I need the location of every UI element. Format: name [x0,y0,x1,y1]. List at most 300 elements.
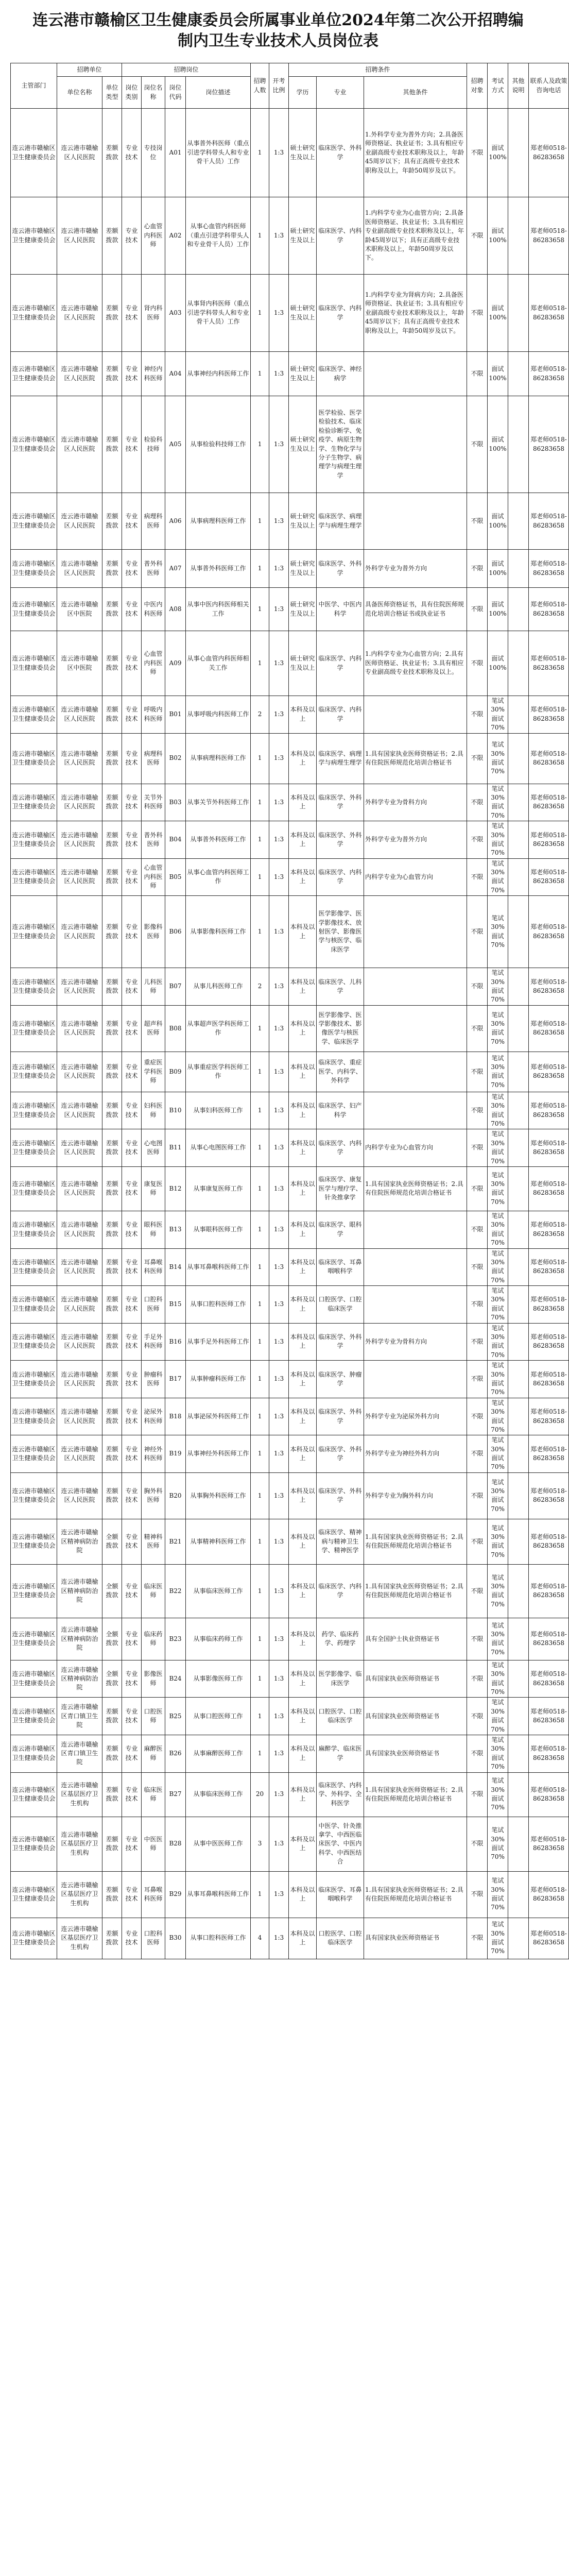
cell-other: 1.具有国家执业医师资格证书；2.具有住院医师规范化培训合格证书 [364,1772,467,1817]
cell-unit-type: 差额拨款 [102,275,122,352]
cell-exam: 面试100% [488,550,508,588]
cell-contact: 郑老师0518-86283658 [529,1361,569,1398]
cell-edu: 硕士研究生及以上 [289,588,317,631]
cell-post-desc: 从事神经内科医师工作 [186,352,251,396]
cell-major: 中医学、针灸推拿学、中西医临床医学、中医内科学、中西医结合 [317,1817,364,1871]
cell-count: 1 [251,352,269,396]
cell-post-code: B29 [165,1871,186,1918]
table-row [11,197,569,275]
cell-object: 不限 [467,109,488,197]
cell-post-desc: 从事手足外科医师工作 [186,1323,251,1361]
cell-count: 1 [251,588,269,631]
cell-count: 1 [251,1286,269,1324]
cell-edu: 本科及以上 [289,1005,317,1052]
cell-unit-name: 连云港市赣榆区人民医院 [57,968,102,1006]
cell-post-code: B03 [165,784,186,821]
cell-dept: 连云港市赣榆区卫生健康委员会 [11,1361,57,1398]
cell-dept: 连云港市赣榆区卫生健康委员会 [11,1735,57,1773]
cell-object: 不限 [467,733,488,784]
table-row [11,1660,569,1698]
cell-post-desc: 从事口腔医师工作 [186,1698,251,1735]
cell-object: 不限 [467,631,488,696]
page-title: 连云港市赣榆区卫生健康委员会所属事业单位2024年第二次公开招聘编制内卫生专业技术人员岗位表 [32,11,524,50]
cell-exam: 笔试30%面试70% [488,858,508,896]
cell-ratio: 1:3 [269,588,289,631]
cell-dept: 连云港市赣榆区卫生健康委员会 [11,1323,57,1361]
cell-post-type: 专业技术 [122,1519,142,1564]
cell-dept: 连云港市赣榆区卫生健康委员会 [11,858,57,896]
cell-dept: 连云港市赣榆区卫生健康委员会 [11,1472,57,1519]
cell-note [508,1564,529,1618]
cell-post-code: A01 [165,109,186,197]
cell-count: 1 [251,1618,269,1660]
cell-count: 4 [251,1918,269,1959]
cell-dept: 连云港市赣榆区卫生健康委员会 [11,696,57,734]
cell-other: 1.内科学专业为心血管方向；2.具有医师资格证、执业证书；3.具有相应专业副高级专业技术职称及以上。 [364,631,467,696]
cell-dept: 连云港市赣榆区卫生健康委员会 [11,1211,57,1248]
cell-post-type: 专业技术 [122,1735,142,1773]
cell-post-name: 临床药师 [142,1618,165,1660]
cell-contact: 郑老师0518-86283658 [529,1166,569,1211]
cell-count: 1 [251,197,269,275]
cell-count: 1 [251,1129,269,1167]
cell-note [508,1129,529,1167]
cell-post-code: B15 [165,1286,186,1324]
cell-unit-type: 差额拨款 [102,109,122,197]
cell-other: 内科学专业为心血管方向 [364,1129,467,1167]
cell-note [508,1005,529,1052]
cell-count: 1 [251,1092,269,1129]
th-group-post: 招聘岗位 [122,63,251,77]
cell-major: 临床医学、外科学 [317,1472,364,1519]
cell-post-code: A02 [165,197,186,275]
cell-contact: 郑老师0518-86283658 [529,733,569,784]
cell-edu: 本科及以上 [289,821,317,859]
cell-post-type: 专业技术 [122,1698,142,1735]
cell-post-code: A08 [165,588,186,631]
cell-dept: 连云港市赣榆区卫生健康委员会 [11,1286,57,1324]
cell-unit-name: 连云港市赣榆区人民医院 [57,1323,102,1361]
cell-major: 口腔医学、口腔临床医学 [317,1918,364,1959]
cell-post-name: 口腔科医师 [142,1918,165,1959]
cell-post-type: 专业技术 [122,896,142,968]
cell-exam: 笔试30%面试70% [488,896,508,968]
table-row [11,733,569,784]
cell-major: 临床医学、内科学 [317,1129,364,1167]
cell-ratio: 1:3 [269,631,289,696]
cell-post-code: B30 [165,1918,186,1959]
cell-edu: 硕士研究生及以上 [289,550,317,588]
cell-count: 1 [251,1519,269,1564]
cell-contact: 郑老师0518-86283658 [529,1005,569,1052]
cell-contact: 郑老师0518-86283658 [529,275,569,352]
cell-contact: 郑老师0518-86283658 [529,1871,569,1918]
table-row [11,696,569,734]
cell-object: 不限 [467,275,488,352]
cell-other: 1.内科学专业为心血管方向；2.具备医师资格证、执业证书；3.具有相应专业副高级专业技术职称及以上，年龄45周岁以下；具有正高级专业技术职称及以上，年龄50周岁及以下。 [364,197,467,275]
cell-contact: 郑老师0518-86283658 [529,1660,569,1698]
cell-unit-type: 差额拨款 [102,784,122,821]
table-row [11,352,569,396]
cell-other [364,1817,467,1871]
cell-contact: 郑老师0518-86283658 [529,197,569,275]
cell-edu: 本科及以上 [289,1052,317,1092]
cell-dept: 连云港市赣榆区卫生健康委员会 [11,1129,57,1167]
cell-note [508,1772,529,1817]
table-row [11,1052,569,1092]
cell-edu: 本科及以上 [289,1772,317,1817]
table-header [11,63,569,109]
cell-other: 外科学专业为骨科方向 [364,784,467,821]
cell-other: 外科学专业为泌尿外科方向 [364,1398,467,1435]
table-row [11,109,569,197]
cell-edu: 本科及以上 [289,1129,317,1167]
cell-ratio: 1:3 [269,275,289,352]
th-other: 其他条件 [364,77,467,109]
cell-exam: 笔试30%面试70% [488,1871,508,1918]
cell-object: 不限 [467,1361,488,1398]
cell-object: 不限 [467,1772,488,1817]
cell-post-name: 眼科医师 [142,1211,165,1248]
cell-post-type: 专业技术 [122,1323,142,1361]
cell-post-type: 专业技术 [122,1660,142,1698]
cell-other [364,1361,467,1398]
cell-other [364,352,467,396]
cell-object: 不限 [467,1286,488,1324]
cell-ratio: 1:3 [269,1435,289,1473]
table-row [11,1092,569,1129]
cell-exam: 笔试30%面试70% [488,1472,508,1519]
cell-note [508,493,529,550]
cell-post-code: B11 [165,1129,186,1167]
cell-count: 1 [251,396,269,493]
th-post-name: 岗位名称 [142,77,165,109]
cell-note [508,1618,529,1660]
cell-post-code: B19 [165,1435,186,1473]
cell-major: 临床医学、康复医学与理疗学、针灸推拿学 [317,1166,364,1211]
cell-exam: 笔试30%面试70% [488,1618,508,1660]
cell-major: 医学影像学、临床医学 [317,1660,364,1698]
table-row [11,1472,569,1519]
cell-post-desc: 从事中医内科医师相关工作 [186,588,251,631]
cell-edu: 本科及以上 [289,784,317,821]
cell-unit-type: 差额拨款 [102,1129,122,1167]
cell-note [508,197,529,275]
cell-unit-name: 连云港市赣榆区基层医疗卫生机构 [57,1772,102,1817]
cell-note [508,1918,529,1959]
cell-contact: 郑老师0518-86283658 [529,1052,569,1092]
cell-dept: 连云港市赣榆区卫生健康委员会 [11,1918,57,1959]
cell-post-type: 专业技术 [122,1564,142,1618]
cell-other [364,1005,467,1052]
cell-other: 具有国家执业医师资格证书 [364,1660,467,1698]
cell-object: 不限 [467,1005,488,1052]
cell-other [364,968,467,1006]
table-row [11,1519,569,1564]
cell-post-type: 专业技术 [122,275,142,352]
cell-unit-name: 连云港市赣榆区中医院 [57,631,102,696]
cell-exam: 笔试30%面试70% [488,1248,508,1286]
table-row [11,1918,569,1959]
cell-post-name: 中医医师 [142,1817,165,1871]
cell-unit-type: 差额拨款 [102,821,122,859]
cell-dept: 连云港市赣榆区卫生健康委员会 [11,1519,57,1564]
cell-note [508,1698,529,1735]
cell-contact: 郑老师0518-86283658 [529,1618,569,1660]
cell-ratio: 1:3 [269,896,289,968]
cell-dept: 连云港市赣榆区卫生健康委员会 [11,352,57,396]
cell-other [364,396,467,493]
cell-ratio: 1:3 [269,1166,289,1211]
cell-contact: 郑老师0518-86283658 [529,858,569,896]
cell-other: 1.具有国家执业医师资格证书；2.具有住院医师规范化培训合格证书 [364,733,467,784]
cell-count: 2 [251,696,269,734]
cell-note [508,1660,529,1698]
cell-note [508,1519,529,1564]
cell-count: 20 [251,1772,269,1817]
cell-post-desc: 从事影像医师工作 [186,1660,251,1698]
cell-contact: 郑老师0518-86283658 [529,1286,569,1324]
th-post-type: 岗位类别 [122,77,142,109]
cell-note [508,396,529,493]
cell-unit-name: 连云港市赣榆区人民医院 [57,896,102,968]
cell-count: 1 [251,1166,269,1211]
cell-edu: 硕士研究生及以上 [289,275,317,352]
cell-object: 不限 [467,1398,488,1435]
cell-unit-type: 差额拨款 [102,696,122,734]
cell-contact: 郑老师0518-86283658 [529,1519,569,1564]
cell-post-code: B07 [165,968,186,1006]
table-row [11,396,569,493]
cell-ratio: 1:3 [269,968,289,1006]
cell-post-type: 专业技术 [122,968,142,1006]
cell-count: 1 [251,631,269,696]
cell-unit-type: 差额拨款 [102,1286,122,1324]
cell-post-code: B26 [165,1735,186,1773]
cell-major: 临床医学、外科学 [317,1323,364,1361]
cell-note [508,858,529,896]
cell-other: 具有国家执业医师资格证书 [364,1735,467,1773]
cell-post-name: 心血管内科医师 [142,858,165,896]
cell-unit-name: 连云港市赣榆区人民医院 [57,352,102,396]
cell-contact: 郑老师0518-86283658 [529,352,569,396]
cell-post-type: 专业技术 [122,1129,142,1167]
cell-ratio: 1:3 [269,821,289,859]
cell-unit-type: 差额拨款 [102,1735,122,1773]
cell-unit-type: 差额拨款 [102,588,122,631]
cell-post-desc: 从事妇科医师工作 [186,1092,251,1129]
cell-post-type: 专业技术 [122,1166,142,1211]
cell-unit-type: 差额拨款 [102,1092,122,1129]
cell-unit-type: 差额拨款 [102,631,122,696]
cell-count: 1 [251,1248,269,1286]
cell-unit-type: 差额拨款 [102,1472,122,1519]
cell-major: 临床医学、眼科学 [317,1211,364,1248]
cell-major: 医学影像学、医学影像技术、影像医学与核医学、临床医学 [317,1005,364,1052]
cell-count: 1 [251,733,269,784]
cell-exam: 笔试30%面试70% [488,821,508,859]
cell-edu: 硕士研究生及以上 [289,631,317,696]
cell-unit-type: 差额拨款 [102,1918,122,1959]
cell-ratio: 1:3 [269,1564,289,1618]
table-row [11,1166,569,1211]
cell-unit-name: 连云港市赣榆区精神病防治院 [57,1564,102,1618]
cell-note [508,1166,529,1211]
cell-object: 不限 [467,896,488,968]
cell-note [508,1435,529,1473]
cell-post-desc: 从事神经外科医师工作 [186,1435,251,1473]
cell-post-type: 专业技术 [122,1052,142,1092]
cell-contact: 郑老师0518-86283658 [529,588,569,631]
cell-count: 1 [251,1564,269,1618]
cell-object: 不限 [467,1166,488,1211]
cell-unit-type: 差额拨款 [102,896,122,968]
table-row [11,896,569,968]
cell-major: 口腔医学、口腔临床医学 [317,1698,364,1735]
cell-object: 不限 [467,1660,488,1698]
cell-dept: 连云港市赣榆区卫生健康委员会 [11,109,57,197]
cell-contact: 郑老师0518-86283658 [529,1918,569,1959]
cell-unit-name: 连云港市赣榆区人民医院 [57,1398,102,1435]
cell-object: 不限 [467,197,488,275]
cell-unit-name: 连云港市赣榆区精神病防治院 [57,1618,102,1660]
cell-post-code: B01 [165,696,186,734]
cell-edu: 本科及以上 [289,1211,317,1248]
cell-ratio: 1:3 [269,1660,289,1698]
cell-unit-name: 连云港市赣榆区青口镇卫生院 [57,1698,102,1735]
cell-unit-type: 差额拨款 [102,968,122,1006]
cell-contact: 郑老师0518-86283658 [529,1129,569,1167]
cell-post-type: 专业技术 [122,197,142,275]
cell-post-name: 耳鼻喉科医师 [142,1871,165,1918]
cell-edu: 本科及以上 [289,1817,317,1871]
cell-exam: 笔试30%面试70% [488,1323,508,1361]
cell-major: 麻醉学、临床医学 [317,1735,364,1773]
cell-other: 内科学专业为心血管方向 [364,858,467,896]
cell-exam: 面试100% [488,352,508,396]
cell-unit-type: 差额拨款 [102,1052,122,1092]
cell-object: 不限 [467,821,488,859]
cell-exam: 笔试30%面试70% [488,784,508,821]
th-ratio: 开考比例 [269,63,289,109]
cell-exam: 面试100% [488,109,508,197]
cell-post-code: B02 [165,733,186,784]
cell-post-name: 心血管内科医师 [142,197,165,275]
cell-exam: 笔试30%面试70% [488,1918,508,1959]
cell-post-desc: 从事精神科医师工作 [186,1519,251,1564]
cell-edu: 本科及以上 [289,1618,317,1660]
cell-object: 不限 [467,784,488,821]
cell-exam: 笔试30%面试70% [488,1519,508,1564]
cell-other [364,1211,467,1248]
cell-note [508,696,529,734]
cell-post-type: 专业技术 [122,858,142,896]
table-row [11,784,569,821]
cell-dept: 连云港市赣榆区卫生健康委员会 [11,1564,57,1618]
cell-object: 不限 [467,1435,488,1473]
cell-object: 不限 [467,1519,488,1564]
cell-post-name: 专技岗位 [142,109,165,197]
cell-unit-type: 差额拨款 [102,858,122,896]
cell-unit-name: 连云港市赣榆区人民医院 [57,1435,102,1473]
cell-dept: 连云港市赣榆区卫生健康委员会 [11,493,57,550]
cell-note [508,1735,529,1773]
cell-unit-name: 连云港市赣榆区青口镇卫生院 [57,1735,102,1773]
cell-unit-type: 差额拨款 [102,1435,122,1473]
cell-post-name: 心电图医师 [142,1129,165,1167]
cell-unit-type: 全额拨款 [102,1660,122,1698]
cell-dept: 连云港市赣榆区卫生健康委员会 [11,631,57,696]
cell-exam: 笔试30%面试70% [488,968,508,1006]
cell-note [508,896,529,968]
cell-major: 临床医学、神经病学 [317,352,364,396]
cell-edu: 本科及以上 [289,1519,317,1564]
cell-contact: 郑老师0518-86283658 [529,1435,569,1473]
cell-post-code: B10 [165,1092,186,1129]
cell-unit-name: 连云港市赣榆区人民医院 [57,1129,102,1167]
cell-post-desc: 从事康复医师工作 [186,1166,251,1211]
cell-note [508,550,529,588]
cell-other: 具备医师资格证书，具有住院医师规范化培训合格证书或执业证书 [364,588,467,631]
cell-unit-name: 连云港市赣榆区中医院 [57,588,102,631]
cell-edu: 硕士研究生及以上 [289,109,317,197]
cell-unit-type: 差额拨款 [102,197,122,275]
cell-note [508,1248,529,1286]
cell-exam: 笔试30%面试70% [488,1005,508,1052]
cell-post-name: 麻醉医师 [142,1735,165,1773]
cell-post-desc: 从事病理科医师工作 [186,493,251,550]
cell-post-desc: 从事口腔科医师工作 [186,1286,251,1324]
cell-post-desc: 从事肾内科医师（重点引进学科带头人和专业骨干人员）工作 [186,275,251,352]
cell-unit-name: 连云港市赣榆区精神病防治院 [57,1519,102,1564]
cell-unit-name: 连云港市赣榆区人民医院 [57,550,102,588]
cell-contact: 郑老师0518-86283658 [529,968,569,1006]
cell-post-code: B14 [165,1248,186,1286]
cell-major: 临床医学、内科学 [317,1564,364,1618]
cell-ratio: 1:3 [269,1618,289,1660]
cell-edu: 本科及以上 [289,858,317,896]
cell-major: 临床医学、重症医学、内科学、外科学 [317,1052,364,1092]
cell-unit-type: 差额拨款 [102,1871,122,1918]
cell-object: 不限 [467,1211,488,1248]
cell-post-desc: 从事口腔科医师工作 [186,1918,251,1959]
cell-post-type: 专业技术 [122,1871,142,1918]
table-row [11,1248,569,1286]
cell-other: 具有全国护士执业资格证书 [364,1618,467,1660]
cell-post-name: 儿科医师 [142,968,165,1006]
cell-unit-name: 连云港市赣榆区人民医院 [57,493,102,550]
cell-post-code: A07 [165,550,186,588]
cell-ratio: 1:3 [269,1092,289,1129]
cell-count: 1 [251,1698,269,1735]
cell-dept: 连云港市赣榆区卫生健康委员会 [11,821,57,859]
cell-major: 临床医学、内科学 [317,696,364,734]
table-row [11,1817,569,1871]
table-row [11,1772,569,1817]
cell-post-type: 专业技术 [122,109,142,197]
cell-count: 1 [251,1871,269,1918]
cell-post-name: 肿瘤科医师 [142,1361,165,1398]
cell-ratio: 1:3 [269,1286,289,1324]
cell-post-desc: 从事心电图医师工作 [186,1129,251,1167]
cell-post-desc: 从事普外科医师（重点引进学科带头人和专业骨干人员）工作 [186,109,251,197]
cell-edu: 本科及以上 [289,1435,317,1473]
cell-count: 1 [251,1472,269,1519]
cell-post-code: B09 [165,1052,186,1092]
cell-post-type: 专业技术 [122,1286,142,1324]
cell-post-type: 专业技术 [122,1772,142,1817]
table-row [11,1398,569,1435]
